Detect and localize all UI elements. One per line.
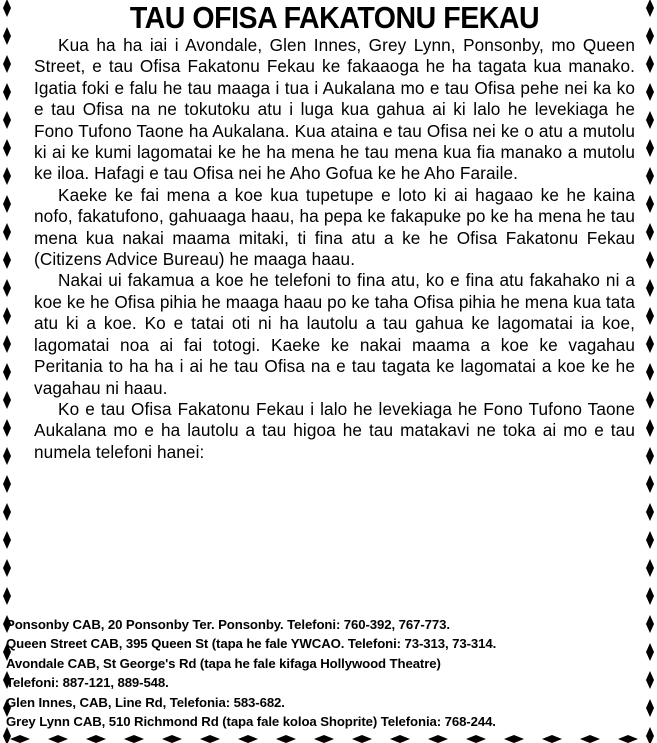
border-diamond <box>646 419 654 437</box>
border-diamond <box>542 735 562 743</box>
border-diamond <box>3 83 11 101</box>
border-diamond <box>646 0 654 17</box>
border-diamond <box>124 735 144 743</box>
border-diamond <box>3 111 11 129</box>
border-diamond <box>466 735 486 743</box>
border-diamond <box>3 139 11 157</box>
border-diamond <box>390 735 410 743</box>
border-diamond <box>646 475 654 493</box>
border-diamond <box>3 391 11 409</box>
border-diamond <box>48 735 68 743</box>
border-diamond <box>646 167 654 185</box>
border-diamond <box>3 419 11 437</box>
border-diamond <box>3 503 11 521</box>
border-diamond <box>10 735 30 743</box>
border-diamond <box>646 335 654 353</box>
border-diamond <box>646 251 654 269</box>
border-diamond <box>646 279 654 297</box>
paragraph-3: Nakai ui fakamua a koe he telefoni to fina atu, ko e fina atu fakahako ni a koe ke he Ofisa pihia he maaga haau po ke taha Ofisa pihia he mena kua tata atu ki a koe. Ko e tatai oti ni ha lautolu a tau gahua ke lagomatai ia koe, lagomatai noa ai fai totogi. Kaeke ke nakai maama a koe ke vagahau Peritania to ha ha i ai he tau Ofisa na e tau tagata ke lagomatai a koe ke he vagahau ni haau. <box>34 270 635 398</box>
listing-ponsonby: Ponsonby CAB, 20 Ponsonby Ter. Ponsonby. Telefoni: 760-392, 767-773. <box>6 617 450 632</box>
border-diamond <box>646 223 654 241</box>
border-diamond <box>646 503 654 521</box>
border-diamond <box>3 251 11 269</box>
listing-queen-street: Queen Street CAB, 395 Queen St (tapa he fale YWCAO. Telefoni: 73-313, 73-314. <box>6 636 497 652</box>
border-diamond <box>3 55 11 73</box>
border-diamond <box>3 167 11 185</box>
border-diamond <box>646 195 654 213</box>
border-diamond <box>86 735 106 743</box>
border-diamond <box>3 335 11 353</box>
border-diamond <box>428 735 448 743</box>
border-diamond <box>314 735 334 743</box>
border-diamond <box>504 735 524 743</box>
border-diamond <box>646 111 654 129</box>
border-diamond <box>3 27 11 45</box>
border-diamond <box>3 447 11 465</box>
border-diamond <box>646 27 654 45</box>
border-diamond <box>580 735 600 743</box>
border-diamond <box>3 363 11 381</box>
border-diamond <box>3 307 11 325</box>
listing-grey-lynn: Grey Lynn CAB, 510 Richmond Rd (tapa fale koloa Shoprite) Telefonia: 768-244. <box>6 714 496 730</box>
border-diamond <box>646 83 654 101</box>
listing-avondale-phone: Telefoni: 887-121, 889-548. <box>6 675 169 691</box>
border-diamond <box>618 735 638 743</box>
border-diamond <box>646 363 654 381</box>
border-diamond <box>646 531 654 549</box>
border-diamond <box>238 735 258 743</box>
border-diamond <box>646 139 654 157</box>
border-diamond <box>3 0 11 17</box>
listing-avondale: Avondale CAB, St George's Rd (tapa he fale kifaga Hollywood Theatre) <box>6 655 441 671</box>
border-diamond <box>646 559 654 577</box>
border-diamond <box>352 735 372 743</box>
border-diamond <box>646 307 654 325</box>
paragraph-1: Kua ha ha iai i Avondale, Glen Innes, Grey Lynn, Ponsonby, mo Queen Street, e tau Ofisa Fakatonu Fekau ke fakaaoga he ha tagata kua manako. Igatia foki e falu he tau maaga i tua i Aukalana mo e tau Ofisa pehe nei ka ko e tau Ofisa na ne tokutoku atu i luga kua gahua ai ki lalo he levekiaga he Fono Tufono Taone ha Aukalana. Kua ataina e tau Ofisa nei ke o atu a mutolu ki ai ke kumi lagomatai ke he ha mena he tau mena kua fia manako a mutolu ke iloa. Hafagi e tau Ofisa nei he Aho Gofua ke he Aho Faraile. <box>34 35 635 184</box>
border-diamond <box>3 587 11 605</box>
border-diamond <box>200 735 220 743</box>
border-diamond <box>3 279 11 297</box>
listing-glen-innes: Glen Innes, CAB, Line Rd, Telefonia: 583-682. <box>6 694 285 710</box>
border-diamond <box>646 391 654 409</box>
border-diamond <box>3 195 11 213</box>
border-diamond <box>162 735 182 743</box>
border-diamond <box>3 559 11 577</box>
border-diamond <box>3 475 11 493</box>
border-diamond <box>646 55 654 73</box>
border-diamond <box>276 735 296 743</box>
border-diamond <box>646 587 654 605</box>
border-diamond <box>3 531 11 549</box>
border-diamond <box>3 223 11 241</box>
article-title: TAU OFISA FAKATONU FEKAU <box>129 0 540 35</box>
paragraph-4: Ko e tau Ofisa Fakatonu Fekau i lalo he levekiaga he Fono Tufono Taone Aukalana mo e ha lautolu a tau higoa he tau matakavi ne toka ai mo e tau numela telefoni hanei: <box>34 398 635 462</box>
paragraph-2: Kaeke ke fai mena a koe kua tupetupe e loto ki ai hagaao ke he kaina nofo, fakatufono, gahuaaga haau, ha pepa ke fakapuke po ke ha mena he tau mena kua nakai maama mitaki, ti fina atu a ke he Ofisa Fakatonu Fekau (Citizens Advice Bureau) he maaga haau. <box>34 184 635 270</box>
office-listings <box>6 615 657 731</box>
border-diamond <box>646 447 654 465</box>
